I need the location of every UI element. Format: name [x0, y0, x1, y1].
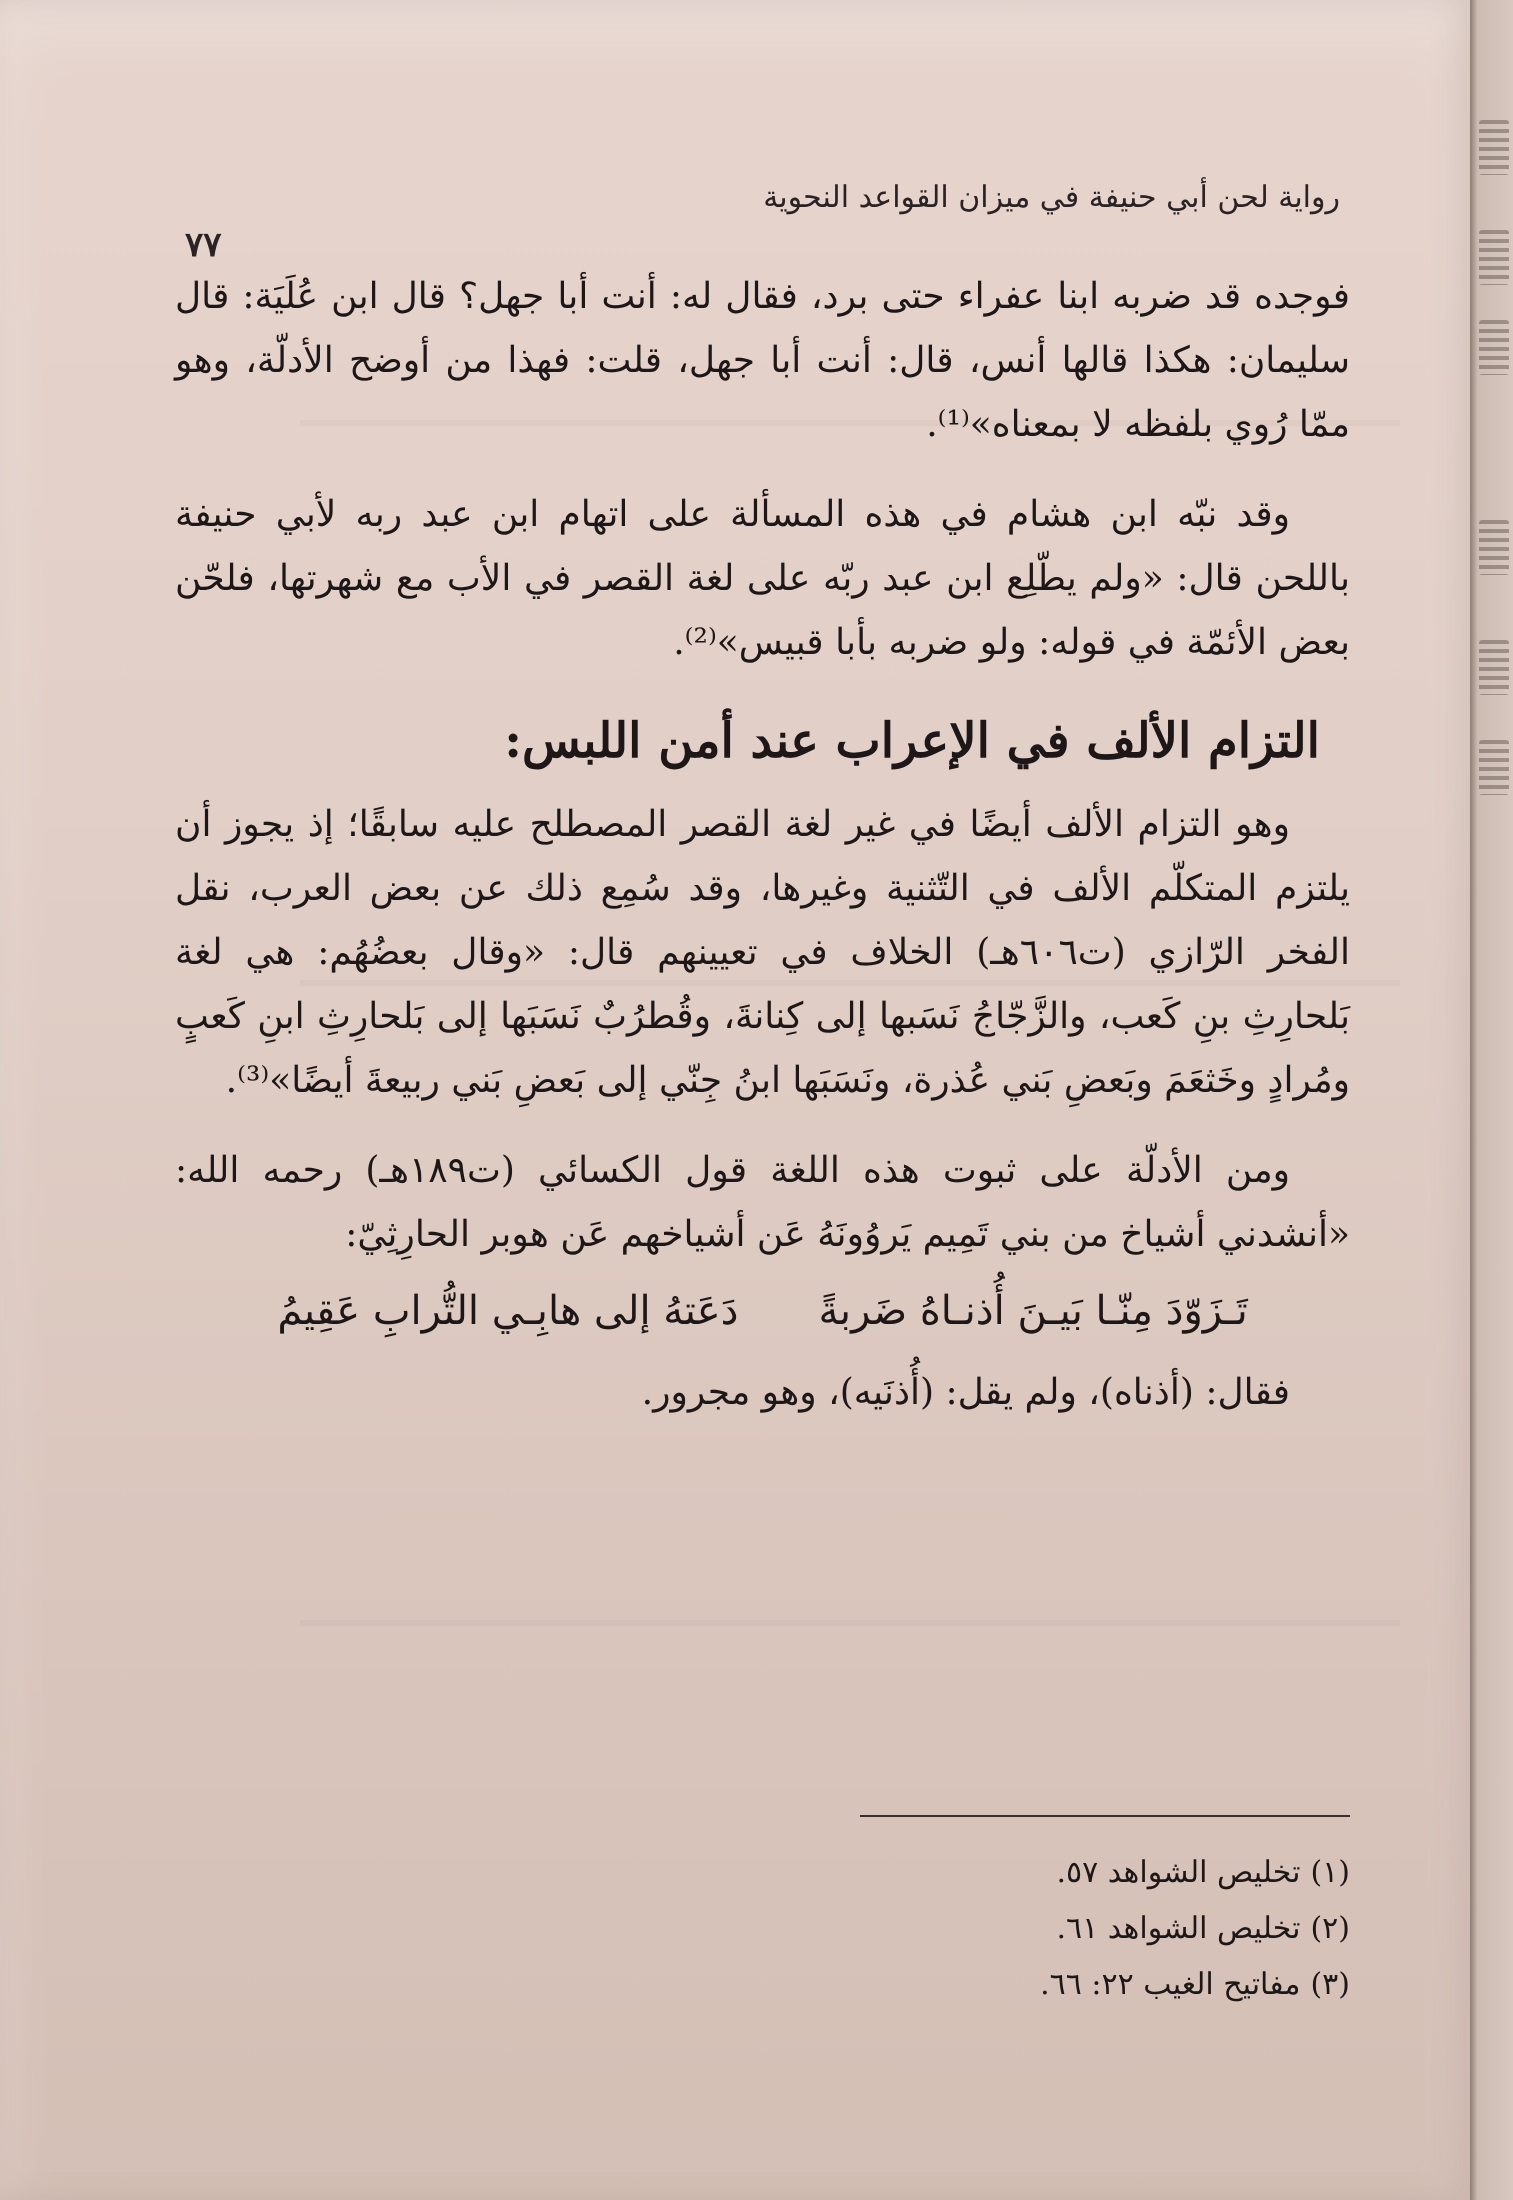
footnote-1-text: تخليص الشواهد ٥٧. — [1056, 1855, 1301, 1890]
footnote-divider — [860, 1815, 1350, 1817]
adjacent-page-text-fragment — [1479, 640, 1509, 695]
footnote-2 — [750, 1901, 1350, 1957]
body-text — [175, 265, 1350, 1425]
adjacent-page-text-fragment — [1479, 320, 1509, 375]
footnote-2-number: (٢) — [1310, 1911, 1350, 1946]
paragraph-4 — [175, 1139, 1350, 1267]
verse-first-hemistich: تَـزَوّدَ مِنّـا بَيـنَ أُذنـاهُ ضَربةً — [818, 1288, 1248, 1334]
adjacent-page-text-fragment — [1479, 520, 1509, 575]
bleed-through-line — [300, 1620, 1400, 1626]
adjacent-page-edge — [1470, 0, 1513, 2200]
adjacent-page-text-fragment — [1479, 230, 1509, 285]
footnote-3-text: مفاتيح الغيب ٢٢: ٦٦. — [1040, 1967, 1301, 2002]
page-number: ٧٧ — [185, 225, 222, 265]
adjacent-page-text-fragment — [1479, 120, 1509, 175]
footnote-1 — [750, 1845, 1350, 1901]
paragraph-1 — [175, 265, 1350, 457]
paragraph-3 — [175, 793, 1350, 1113]
paragraph-4-text: ومن الأدلّة على ثبوت هذه اللغة قول الكسائي (ت١٨٩هـ) رحمه الله: «أنشدني أشياخ من بني تَمِيم يَروُونَهُ عَن أشياخهم عَن هوبر الحارِثِيّ: — [175, 1150, 1350, 1255]
footnote-2-text: تخليص الشواهد ٦١. — [1056, 1911, 1301, 1946]
footnote-1-number: (١) — [1310, 1855, 1350, 1890]
running-head: رواية لحن أبي حنيفة في ميزان القواعد النحوية — [763, 180, 1340, 215]
paragraph-3-text: وهو التزام الألف أيضًا في غير لغة القصر المصطلح عليه سابقًا؛ إذ يجوز أن يلتزم المتكلّم الألف في التّثنية وغيرها، وقد سُمِع ذلك عن بعض العرب، نقل الفخر الرّازي (ت٦٠٦هـ) الخلاف في تعيينهم قال: «وقال بعضُهُم: هي لغة بَلحارِثِ بنِ كَعب، والزَّجّاجُ نَسَبها إلى كِنانةَ، وقُطرُبٌ نَسَبَها إلى بَلحارِثِ ابنِ كَعبٍ ومُرادٍ وخَثعَمَ وبَعضِ بَني عُذرة، ونَسَبَها ابنُ جِنّي إلى بَعضِ بَني ربيعةَ أيضًا»⁽³⁾. — [175, 804, 1350, 1101]
paragraph-1-text: فوجده قد ضربه ابنا عفراء حتى برد، فقال له: أنت أبا جهل؟ قال ابن عُلَيَة: قال سليمان: هكذا قالها أنس، قال: أنت أبا جهل، قلت: فهذا من أوضح الأدلّة، وهو ممّا رُوي بلفظه لا بمعناه»⁽¹⁾. — [175, 276, 1350, 445]
closing-line: فقال: (أذناه)، ولم يقل: (أُذنَيه)، وهو مجرور. — [641, 1372, 1290, 1413]
footnotes — [750, 1845, 1350, 2013]
footnote-3 — [750, 1957, 1350, 2013]
paragraph-2 — [175, 483, 1350, 675]
paragraph-2-text: وقد نبّه ابن هشام في هذه المسألة على اتهام ابن عبد ربه لأبي حنيفة باللحن قال: «ولم يطّلِع ابن عبد ربّه على لغة القصر في الأب مع شهرتها، فلحّن بعض الأئمّة في قوله: ولو ضربه بأبا قبيس»⁽²⁾. — [175, 494, 1350, 663]
poetry-verse — [175, 1271, 1350, 1351]
adjacent-page-text-fragment — [1479, 740, 1509, 795]
footnote-3-number: (٣) — [1310, 1967, 1350, 2002]
section-heading: التزام الألف في الإعراب عند أمن اللبس: — [504, 713, 1320, 769]
verse-second-hemistich: دَعَتهُ إلى هابِـي التُّرابِ عَقِيمُ — [277, 1288, 739, 1334]
